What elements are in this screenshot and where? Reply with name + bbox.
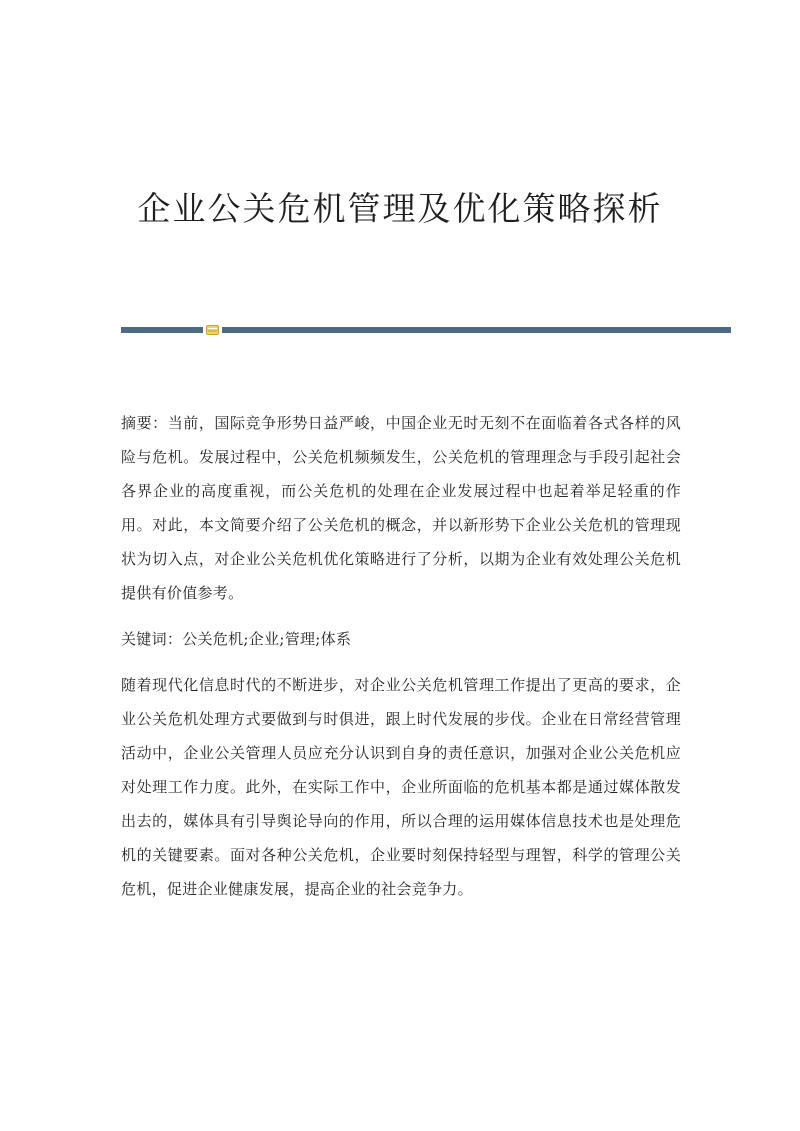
divider-bar-right [222, 327, 731, 333]
body-paragraph: 随着现代化信息时代的不断进步，对企业公关危机管理工作提出了更高的要求，企业公关危机处理方式要做到与时俱进，跟上时代发展的步伐。企业在日常经营管理活动中，企业公关管理人员应充分认识到自身的责任意识，加强对企业公关危机应对处理工作力度。此外，在实际工作中，企业所面临的危机基本都是通过媒体散发出去的，媒体具有引导舆论导向的作用，所以合理的运用媒体信息技术也是处理危机的关键要素。面对各种公关危机，企业要时刻保持轻型与理智，科学的管理公关危机，促进企业健康发展，提高企业的社会竞争力。 [121, 676, 681, 898]
keywords-line: 关键词：公关危机;企业;管理;体系 [121, 630, 352, 648]
title-divider [121, 325, 731, 335]
abstract-paragraph: 摘要：当前，国际竞争形势日益严峻，中国企业无时无刻不在面临着各式各样的风险与危机。发展过程中，公关危机频频发生，公关危机的管理理念与手段引起社会各界企业的高度重视，而公关危机的处理在企业发展过程中也起着举足轻重的作用。对此，本文简要介绍了公关危机的概念，并以新形势下企业公关危机的管理现状为切入点，对企业公关危机优化策略进行了分析，以期为企业有效处理公关危机提供有价值参考。 [121, 414, 681, 602]
document-body [121, 406, 681, 906]
ornament-icon [206, 325, 219, 335]
divider-bar-left [121, 327, 203, 333]
page-title: 企业公关危机管理及优化策略探析 [137, 189, 663, 228]
